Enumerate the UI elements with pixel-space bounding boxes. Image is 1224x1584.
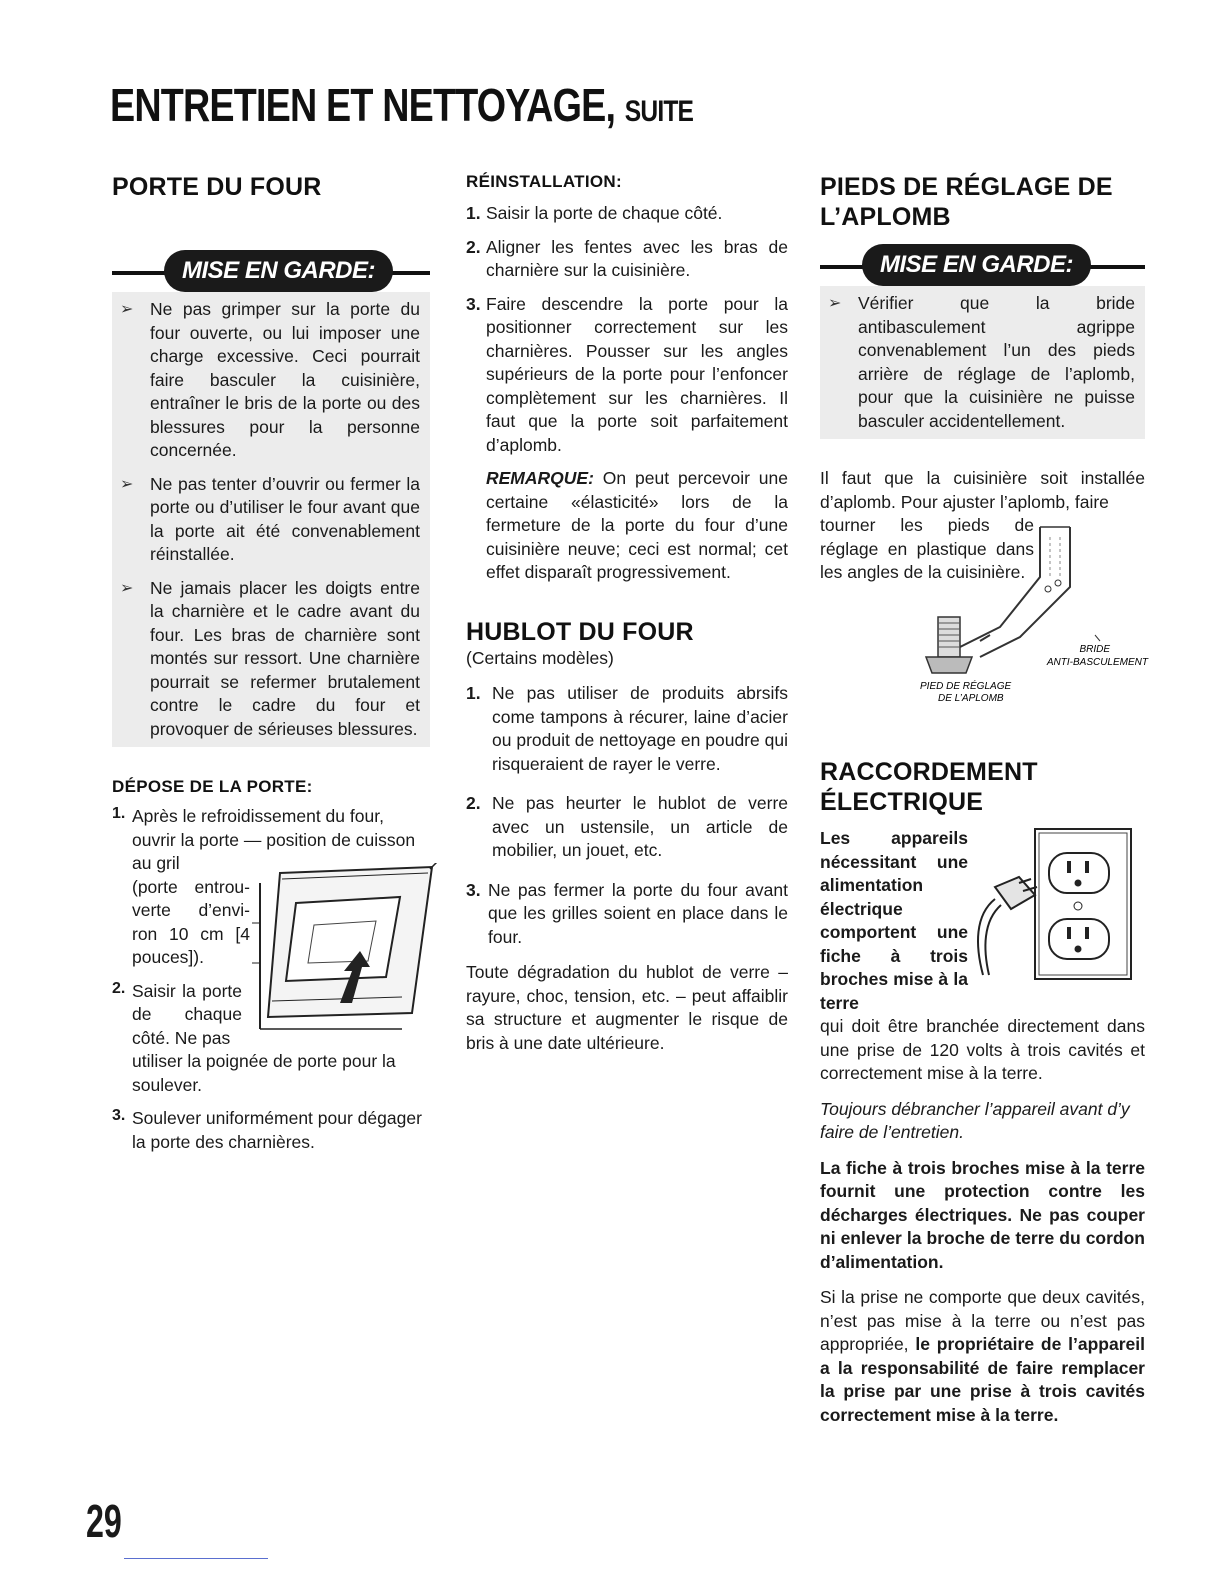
leveling-leg-illustration [920,517,1150,717]
heading-depose: DÉPOSE DE LA PORTE: [112,777,313,796]
column-reinstallation [466,172,788,1055]
leveling-section: Il faut que la cuisinière soit installée d’aplomb. Pour ajuster l’aplomb, faire tourner les pieds de réglage en plastique dans les angles de la cuisinière. BRIDE ANTI-BASCULEMENT PIED DE RÉGLAGE DE L’APLOMB [820,467,1145,735]
figure-label: ANTI-BASCULEMENT [1046,657,1148,668]
electrical-rest: qui doit être branchée directement dans une prise de 120 volts à trois cavités et correctement mise à la terre. [820,1016,1145,1083]
list-item: 2. Aligner les fentes avec les bras de charnière sur la cuisinière. [466,236,788,280]
reinstall-steps [466,202,788,457]
electrical-lead: Les appareils nécessitant une alimentation électrique comportent une fiche à trois broches mise à la terre [820,828,968,1013]
electrical-warning: La fiche à trois broches mise à la terre fournit une protection contre les décharges électriques. Ne pas couper ni enlever la broche de terre du cordon d’alimentation. [820,1157,1145,1272]
leveling-text: Il faut que la cuisinière soit installée d’aplomb. Pour ajuster l’aplomb, faire [820,468,1145,512]
page-number: 29 [86,1495,122,1547]
remark: REMARQUE: On peut percevoir une certaine «élasticité» lors de la fermeture de la porte du four d’une cuisinière neuve; ceci est normal; cet effet disparaît progressivement. [486,468,788,582]
list-item: 1. Saisir la porte de chaque côté. [466,203,723,223]
arrow-bullet-icon: ➢ [120,475,134,493]
caution-box [112,292,430,747]
electrical-final: Si la prise ne comporte que deux cavités, n’est pas mise à la terre ou n’est pas appropriée, le propriétaire de l’appareil a la responsabilité de faire remplacer la prise par une prise à trois cavités correctement mise à la terre. [820,1287,1145,1425]
arrow-bullet-icon: ➢ [120,301,134,318]
depose-steps: 1. Après le refroidissement du four, ouvrir la porte — position de cuisson au gril (porte entrou- verte d’envi- ron 10 cm [4 pouces]). 2. Saisir la porte de chaque côté. Ne pas utiliser la poignée de porte pour la soulever. 3. Soulever uniformément pour dégager la porte des charnières. [112,805,430,1154]
list-item: 2. Ne pas heurter le hublot de verre avec un ustensile, un article de mobilier, un jouet, etc. [466,793,788,860]
oven-door-removal-illustration [252,863,442,1031]
remark-label: REMARQUE: [486,468,594,488]
title-suite: SUITE [624,95,694,128]
column-pieds-reglage [820,172,1148,1427]
heading-raccordement: RACCORDEMENT ÉLECTRIQUE [820,758,1038,816]
caution-block [112,250,430,747]
footer-line [124,1558,268,1559]
caution-item: ➢ Ne pas tenter d’ouvrir ou fermer la porte ou d’utiliser le four avant que la porte ait été convenablement réinstallée. [120,473,420,567]
hublot-note: Toute dégradation du hublot de verre – rayure, choc, tension, etc. – peut affaiblir sa structure et augmenter le risque de bris à une date ultérieure. [466,962,788,1053]
electrical-section [820,827,1145,1427]
heading-hublot: HUBLOT DU FOUR [466,617,694,646]
caution-block [820,244,1145,439]
column-porte-du-four [112,172,430,1154]
caution-item: ➢ Vérifier que la bride antibasculement agrippe convenablement l’un des pieds arrière de réglage de l’aplomb, pour que la cuisinière ne puisse basculer accidentellement. [828,292,1135,433]
heading-pieds-reglage: PIEDS DE RÉGLAGE DE L’APLOMB [820,173,1113,231]
caution-label: MISE EN GARDE: [862,244,1091,286]
caution-item: ➢ Ne jamais placer les doigts entre la charnière et le cadre avant du four. Les bras de charnière sont montés sur ressort. Une charnière pourrait se refermer brutalement contre le cadre du four et provoquer de sérieuses blessures. [120,577,420,742]
electrical-note: Toujours débrancher l’appareil avant d’y faire de l’entretien. [820,1098,1130,1142]
hublot-subtitle: (Certains modèles) [466,647,614,668]
three-prong-outlet-illustration [975,825,1135,985]
caution-banner [112,250,430,292]
page-title [110,78,693,132]
list-item: 3. Faire descendre la porte pour la positionner correctement sur les charnières. Pousser sur les angles supérieurs de la porte pour l’enfoncer complètement sur les charnières. Il faut que la porte soit parfaitement d’aplomb. [466,293,788,455]
caution-label: MISE EN GARDE: [164,250,393,292]
figure-label: PIED DE RÉGLAGE [920,681,1012,692]
step-3: 3. Soulever uniformément pour dégager la porte des charnières. [112,1107,422,1152]
caution-banner [820,244,1145,286]
caution-item: ➢ Ne pas grimper sur la porte du four ouverte, ou lui imposer une charge excessive. Ceci pourrait faire basculer la cuisinière, entraîner le bris de la porte ou des blessures pour la personne concernée. [120,298,420,463]
arrow-bullet-icon: ➢ [828,295,842,312]
list-item: 3. Ne pas fermer la porte du four avant que les grilles soient en place dans le four. [466,879,788,947]
step-2: 2. Saisir la porte de chaque côté. Ne pas [112,979,242,1048]
heading-reinstallation: RÉINSTALLATION: [466,172,622,191]
figure-label: DE L’APLOMB [938,693,1004,704]
hublot-steps [466,682,788,949]
heading-porte-du-four: PORTE DU FOUR [112,173,322,201]
step-1: 1. Après le refroidissement du four, ouvrir la porte — position de cuisson au gril [112,805,416,873]
figure-label: BRIDE [1079,644,1110,655]
list-item: 1. Ne pas utiliser de produits abrsifs come tampons à récurer, laine d’acier ou produit de nettoyage en poudre qui risqueraient de rayer le verre. [466,683,788,774]
caution-box [820,286,1145,439]
arrow-bullet-icon: ➢ [120,579,134,597]
title-main: ENTRETIEN ET NETTOYAGE, [110,79,616,131]
